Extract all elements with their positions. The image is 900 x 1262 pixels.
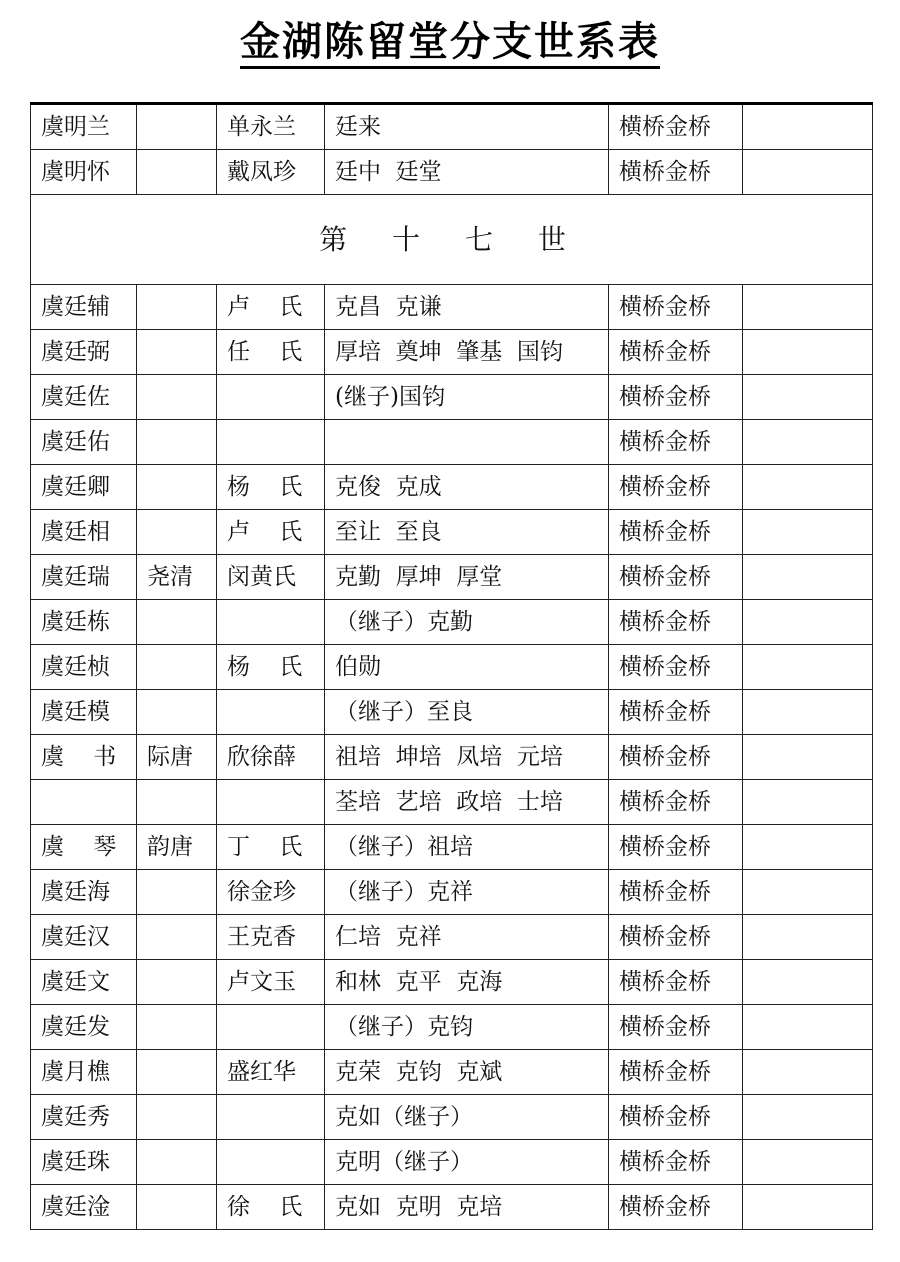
- genealogy-table: [30, 102, 873, 1230]
- spouse-cell: 盛红华: [217, 1050, 325, 1095]
- name-cell: 虞廷卿: [31, 465, 137, 510]
- name-cell: 虞廷佑: [31, 420, 137, 465]
- table-row: [31, 915, 873, 960]
- page-title: [0, 14, 900, 70]
- alias-cell: [137, 1140, 217, 1185]
- children-cell: 厚培 奠坤 肇基 国钧: [325, 330, 609, 375]
- spouse-cell: 徐金珍: [217, 870, 325, 915]
- children-cell: （继子）克钧: [325, 1005, 609, 1050]
- extra-cell: [743, 825, 873, 870]
- name-cell: 虞月樵: [31, 1050, 137, 1095]
- extra-cell: [743, 285, 873, 330]
- table-row: [31, 735, 873, 780]
- alias-cell: [137, 1050, 217, 1095]
- table-row: [31, 600, 873, 645]
- alias-cell: [137, 870, 217, 915]
- place-cell: 横桥金桥: [609, 1140, 743, 1185]
- place-cell: 横桥金桥: [609, 690, 743, 735]
- extra-cell: [743, 645, 873, 690]
- table-row: [31, 645, 873, 690]
- alias-cell: [137, 420, 217, 465]
- children-cell: （继子）克勤: [325, 600, 609, 645]
- place-cell: 横桥金桥: [609, 825, 743, 870]
- table-row: [31, 1140, 873, 1185]
- children-cell: 至让 至良: [325, 510, 609, 555]
- extra-cell: [743, 870, 873, 915]
- place-cell: 横桥金桥: [609, 960, 743, 1005]
- children-cell: 克勤 厚坤 厚堂: [325, 555, 609, 600]
- spouse-cell: [217, 1140, 325, 1185]
- spouse-cell: 欣徐薛: [217, 735, 325, 780]
- children-cell: （继子）至良: [325, 690, 609, 735]
- spouse-cell: [217, 600, 325, 645]
- extra-cell: [743, 960, 873, 1005]
- alias-cell: [137, 645, 217, 690]
- spouse-cell: 闵黄氏: [217, 555, 325, 600]
- spouse-cell: [217, 780, 325, 825]
- extra-cell: [743, 330, 873, 375]
- children-cell: 伯勋: [325, 645, 609, 690]
- alias-cell: [137, 104, 217, 150]
- place-cell: 横桥金桥: [609, 150, 743, 195]
- table-row: [31, 555, 873, 600]
- children-cell: 克明（继子）: [325, 1140, 609, 1185]
- place-cell: 横桥金桥: [609, 375, 743, 420]
- alias-cell: [137, 690, 217, 735]
- name-cell: 虞廷桢: [31, 645, 137, 690]
- spouse-cell: 任 氏: [217, 330, 325, 375]
- place-cell: 横桥金桥: [609, 780, 743, 825]
- name-cell: 虞廷佐: [31, 375, 137, 420]
- place-cell: 横桥金桥: [609, 330, 743, 375]
- generation-label: 第 十 七 世: [31, 195, 873, 285]
- spouse-cell: [217, 1095, 325, 1140]
- place-cell: 横桥金桥: [609, 600, 743, 645]
- page-title-text: 金湖陈留堂分支世系表: [240, 19, 660, 69]
- place-cell: 横桥金桥: [609, 285, 743, 330]
- extra-cell: [743, 1005, 873, 1050]
- place-cell: 横桥金桥: [609, 1050, 743, 1095]
- alias-cell: 尧清: [137, 555, 217, 600]
- spouse-cell: 单永兰: [217, 104, 325, 150]
- alias-cell: [137, 1185, 217, 1230]
- name-cell: 虞廷弼: [31, 330, 137, 375]
- name-cell: 虞廷发: [31, 1005, 137, 1050]
- spouse-cell: 卢 氏: [217, 510, 325, 555]
- table-body: [31, 104, 873, 1230]
- spouse-cell: 卢 氏: [217, 285, 325, 330]
- name-cell: [31, 780, 137, 825]
- name-cell: 虞廷文: [31, 960, 137, 1005]
- extra-cell: [743, 915, 873, 960]
- place-cell: 横桥金桥: [609, 104, 743, 150]
- alias-cell: 际唐: [137, 735, 217, 780]
- place-cell: 横桥金桥: [609, 510, 743, 555]
- alias-cell: [137, 375, 217, 420]
- children-cell: 廷来: [325, 104, 609, 150]
- place-cell: 横桥金桥: [609, 645, 743, 690]
- spouse-cell: 杨 氏: [217, 465, 325, 510]
- extra-cell: [743, 555, 873, 600]
- alias-cell: [137, 1005, 217, 1050]
- extra-cell: [743, 600, 873, 645]
- name-cell: 虞廷辅: [31, 285, 137, 330]
- spouse-cell: 杨 氏: [217, 645, 325, 690]
- table-row: [31, 780, 873, 825]
- name-cell: 虞廷珠: [31, 1140, 137, 1185]
- place-cell: 横桥金桥: [609, 1185, 743, 1230]
- table-row: [31, 150, 873, 195]
- name-cell: 虞 书: [31, 735, 137, 780]
- table-row: [31, 960, 873, 1005]
- spouse-cell: 戴凤珍: [217, 150, 325, 195]
- spouse-cell: 王克香: [217, 915, 325, 960]
- table-row: [31, 1005, 873, 1050]
- place-cell: 横桥金桥: [609, 735, 743, 780]
- children-cell: （继子）克祥: [325, 870, 609, 915]
- extra-cell: [743, 1140, 873, 1185]
- name-cell: 虞廷海: [31, 870, 137, 915]
- table-row: [31, 1185, 873, 1230]
- alias-cell: [137, 330, 217, 375]
- spouse-cell: [217, 690, 325, 735]
- table-row: [31, 870, 873, 915]
- extra-cell: [743, 690, 873, 735]
- table-row: [31, 420, 873, 465]
- name-cell: 虞廷淦: [31, 1185, 137, 1230]
- table-row: [31, 330, 873, 375]
- children-cell: 和林 克平 克海: [325, 960, 609, 1005]
- place-cell: 横桥金桥: [609, 1095, 743, 1140]
- children-cell: 廷中 廷堂: [325, 150, 609, 195]
- alias-cell: [137, 285, 217, 330]
- name-cell: 虞廷栋: [31, 600, 137, 645]
- children-cell: 克俊 克成: [325, 465, 609, 510]
- place-cell: 横桥金桥: [609, 465, 743, 510]
- name-cell: 虞廷模: [31, 690, 137, 735]
- table-row: [31, 375, 873, 420]
- name-cell: 虞廷相: [31, 510, 137, 555]
- alias-cell: [137, 960, 217, 1005]
- table-row: [31, 510, 873, 555]
- place-cell: 横桥金桥: [609, 555, 743, 600]
- table-row: [31, 825, 873, 870]
- spouse-cell: [217, 420, 325, 465]
- extra-cell: [743, 1095, 873, 1140]
- extra-cell: [743, 780, 873, 825]
- place-cell: 横桥金桥: [609, 420, 743, 465]
- alias-cell: [137, 915, 217, 960]
- place-cell: 横桥金桥: [609, 870, 743, 915]
- extra-cell: [743, 465, 873, 510]
- table-row: [31, 1095, 873, 1140]
- alias-cell: [137, 1095, 217, 1140]
- extra-cell: [743, 420, 873, 465]
- children-cell: （继子）祖培: [325, 825, 609, 870]
- extra-cell: [743, 104, 873, 150]
- children-cell: (继子)国钧: [325, 375, 609, 420]
- extra-cell: [743, 150, 873, 195]
- table-row: [31, 465, 873, 510]
- alias-cell: [137, 465, 217, 510]
- place-cell: 横桥金桥: [609, 915, 743, 960]
- spouse-cell: [217, 375, 325, 420]
- table-row: [31, 285, 873, 330]
- children-cell: 克昌 克谦: [325, 285, 609, 330]
- children-cell: 克如 克明 克培: [325, 1185, 609, 1230]
- table-row: [31, 690, 873, 735]
- children-cell: 克如（继子）: [325, 1095, 609, 1140]
- name-cell: 虞廷瑞: [31, 555, 137, 600]
- extra-cell: [743, 1185, 873, 1230]
- name-cell: 虞明兰: [31, 104, 137, 150]
- spouse-cell: 卢文玉: [217, 960, 325, 1005]
- place-cell: 横桥金桥: [609, 1005, 743, 1050]
- children-cell: 克荣 克钧 克斌: [325, 1050, 609, 1095]
- children-cell: [325, 420, 609, 465]
- spouse-cell: 徐 氏: [217, 1185, 325, 1230]
- alias-cell: [137, 780, 217, 825]
- table-row: [31, 104, 873, 150]
- name-cell: 虞 琴: [31, 825, 137, 870]
- alias-cell: [137, 510, 217, 555]
- generation-header-row: [31, 195, 873, 285]
- children-cell: 荃培 艺培 政培 士培: [325, 780, 609, 825]
- extra-cell: [743, 375, 873, 420]
- alias-cell: [137, 150, 217, 195]
- extra-cell: [743, 510, 873, 555]
- extra-cell: [743, 735, 873, 780]
- extra-cell: [743, 1050, 873, 1095]
- alias-cell: [137, 600, 217, 645]
- spouse-cell: [217, 1005, 325, 1050]
- alias-cell: 韵唐: [137, 825, 217, 870]
- name-cell: 虞廷汉: [31, 915, 137, 960]
- children-cell: 祖培 坤培 凤培 元培: [325, 735, 609, 780]
- name-cell: 虞廷秀: [31, 1095, 137, 1140]
- children-cell: 仁培 克祥: [325, 915, 609, 960]
- spouse-cell: 丁 氏: [217, 825, 325, 870]
- name-cell: 虞明怀: [31, 150, 137, 195]
- table-row: [31, 1050, 873, 1095]
